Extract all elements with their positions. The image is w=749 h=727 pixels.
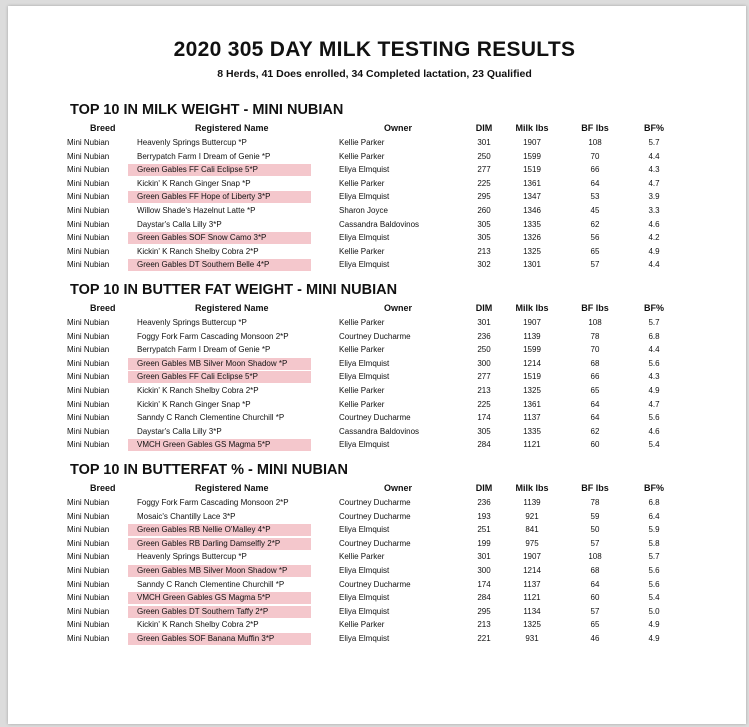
cell-milk: 1335 — [523, 219, 541, 229]
cell-breed: Mini Nubian — [67, 606, 110, 616]
cell-breed: Mini Nubian — [67, 593, 110, 603]
cell-bf-lbs: 70 — [590, 345, 600, 355]
cell-breed: Mini Nubian — [67, 552, 110, 562]
cell-dim: 284 — [477, 440, 491, 450]
cell-bf-pct: 5.9 — [648, 525, 660, 535]
cell-milk: 1346 — [523, 206, 541, 215]
table-row — [0, 439, 749, 451]
cell-name: Kickin' K Ranch Ginger Snap *P — [137, 178, 251, 188]
cell-breed: Mini Nubian — [67, 511, 110, 521]
cell-bf-pct: 4.4 — [648, 345, 660, 355]
cell-name: Green Gables FF Cali Eclipse 5*P — [137, 165, 258, 175]
cell-owner: Eliya Elmquist — [339, 440, 390, 450]
table-row — [0, 164, 749, 176]
cell-name: Green Gables SOF Banana Muffin 3*P — [137, 634, 275, 643]
cell-bf-lbs: 59 — [590, 511, 600, 521]
column-header-bf-pct: BF% — [644, 303, 664, 313]
cell-bf-lbs: 64 — [590, 413, 600, 423]
cell-milk: 1361 — [523, 178, 541, 188]
column-header-name: Registered Name — [195, 123, 269, 133]
cell-breed: Mini Nubian — [67, 138, 110, 147]
cell-owner: Kellie Parker — [339, 318, 385, 327]
cell-bf-lbs: 68 — [590, 358, 600, 368]
cell-dim: 301 — [477, 318, 491, 327]
cell-breed: Mini Nubian — [67, 246, 110, 256]
cell-milk: 1137 — [523, 579, 541, 589]
cell-bf-pct: 4.7 — [648, 178, 660, 188]
cell-bf-lbs: 64 — [590, 399, 600, 409]
column-header-milk: Milk lbs — [515, 483, 549, 493]
cell-name: Sanndy C Ranch Clementine Churchill *P — [137, 413, 285, 423]
cell-dim: 295 — [477, 192, 491, 202]
cell-bf-lbs: 60 — [590, 593, 600, 603]
cell-breed: Mini Nubian — [67, 634, 110, 643]
cell-dim: 301 — [477, 552, 491, 562]
cell-breed: Mini Nubian — [67, 525, 110, 535]
table-row — [0, 579, 749, 591]
cell-breed: Mini Nubian — [67, 440, 110, 450]
cell-dim: 213 — [477, 386, 491, 395]
column-header-bf-pct: BF% — [644, 483, 664, 493]
table-row — [0, 565, 749, 577]
cell-bf-pct: 4.9 — [648, 620, 660, 630]
cell-dim: 250 — [477, 151, 491, 161]
cell-milk: 1519 — [523, 372, 541, 382]
cell-milk: 1214 — [523, 358, 541, 368]
cell-dim: 225 — [477, 178, 491, 188]
cell-dim: 225 — [477, 399, 491, 409]
cell-milk: 1134 — [523, 606, 541, 616]
table-header — [0, 303, 749, 315]
table-row — [0, 358, 749, 370]
cell-owner: Eliya Elmquist — [339, 260, 390, 270]
cell-bf-pct: 4.4 — [648, 151, 660, 161]
column-header-bf-lbs: BF lbs — [581, 303, 609, 313]
cell-bf-pct: 5.6 — [648, 358, 660, 368]
cell-dim: 174 — [477, 413, 491, 423]
cell-bf-lbs: 68 — [590, 566, 600, 575]
cell-dim: 300 — [477, 566, 491, 575]
cell-owner: Kellie Parker — [339, 620, 385, 630]
cell-milk: 921 — [525, 511, 539, 521]
cell-bf-lbs: 65 — [590, 386, 600, 395]
cell-breed: Mini Nubian — [67, 498, 110, 507]
cell-name: Heavenly Springs Buttercup *P — [137, 552, 247, 562]
cell-milk: 1139 — [523, 498, 541, 507]
column-header-owner: Owner — [384, 303, 413, 313]
cell-owner: Kellie Parker — [339, 386, 385, 395]
cell-name: Green Gables MB Silver Moon Shadow *P — [137, 358, 288, 368]
cell-dim: 199 — [477, 538, 491, 548]
cell-dim: 300 — [477, 358, 491, 368]
cell-breed: Mini Nubian — [67, 386, 110, 395]
cell-breed: Mini Nubian — [67, 538, 110, 548]
cell-breed: Mini Nubian — [67, 192, 110, 202]
cell-bf-pct: 4.9 — [648, 246, 660, 256]
table-row — [0, 524, 749, 536]
cell-bf-lbs: 60 — [590, 440, 600, 450]
cell-bf-pct: 6.8 — [648, 331, 660, 341]
cell-bf-lbs: 57 — [590, 260, 600, 270]
table-row — [0, 331, 749, 343]
column-header-milk: Milk lbs — [515, 123, 549, 133]
cell-breed: Mini Nubian — [67, 233, 110, 243]
cell-bf-lbs: 70 — [590, 151, 600, 161]
cell-milk: 1121 — [523, 440, 541, 450]
results-section — [0, 102, 749, 273]
results-section — [0, 462, 749, 647]
cell-bf-lbs: 78 — [590, 498, 600, 507]
table-row — [0, 426, 749, 438]
cell-breed: Mini Nubian — [67, 165, 110, 175]
cell-dim: 295 — [477, 606, 491, 616]
cell-bf-lbs: 62 — [590, 426, 600, 436]
cell-name: Berrypatch Farm I Dream of Genie *P — [137, 345, 271, 355]
table-row — [0, 551, 749, 563]
cell-breed: Mini Nubian — [67, 426, 110, 436]
table-row — [0, 317, 749, 329]
cell-bf-pct: 5.6 — [648, 413, 660, 423]
cell-name: Heavenly Springs Buttercup *P — [137, 138, 247, 147]
cell-dim: 305 — [477, 219, 491, 229]
cell-dim: 277 — [477, 372, 491, 382]
cell-milk: 1326 — [523, 233, 541, 243]
cell-name: Kickin' K Ranch Ginger Snap *P — [137, 399, 251, 409]
cell-breed: Mini Nubian — [67, 345, 110, 355]
cell-owner: Eliya Elmquist — [339, 634, 390, 643]
table-header — [0, 483, 749, 495]
table-row — [0, 232, 749, 244]
cell-breed: Mini Nubian — [67, 579, 110, 589]
cell-milk: 1361 — [523, 399, 541, 409]
cell-bf-lbs: 57 — [590, 606, 600, 616]
table-row — [0, 137, 749, 149]
cell-owner: Cassandra Baldovinos — [339, 219, 420, 229]
cell-bf-lbs: 108 — [588, 552, 602, 562]
cell-bf-lbs: 64 — [590, 579, 600, 589]
cell-breed: Mini Nubian — [67, 331, 110, 341]
cell-owner: Eliya Elmquist — [339, 566, 390, 575]
cell-milk: 975 — [525, 538, 539, 548]
cell-owner: Kellie Parker — [339, 138, 385, 147]
column-header-breed: Breed — [90, 123, 116, 133]
cell-dim: 305 — [477, 233, 491, 243]
cell-milk: 1907 — [523, 138, 541, 147]
cell-name: Kickin' K Ranch Shelby Cobra 2*P — [137, 620, 259, 630]
table-row — [0, 412, 749, 424]
cell-bf-pct: 4.9 — [648, 634, 660, 643]
cell-bf-pct: 4.3 — [648, 372, 660, 382]
cell-milk: 931 — [525, 634, 539, 643]
cell-name: Willow Shade's Hazelnut Latte *P — [137, 206, 256, 215]
cell-owner: Kellie Parker — [339, 178, 385, 188]
cell-owner: Eliya Elmquist — [339, 358, 390, 368]
cell-bf-lbs: 66 — [590, 165, 600, 175]
cell-owner: Sharon Joyce — [339, 206, 388, 215]
cell-owner: Courtney Ducharme — [339, 498, 411, 507]
cell-breed: Mini Nubian — [67, 178, 110, 188]
cell-breed: Mini Nubian — [67, 219, 110, 229]
cell-owner: Courtney Ducharme — [339, 331, 411, 341]
cell-bf-pct: 3.9 — [648, 192, 660, 202]
table-row — [0, 371, 749, 383]
cell-owner: Courtney Ducharme — [339, 579, 411, 589]
table-row — [0, 633, 749, 645]
table-row — [0, 592, 749, 604]
cell-dim: 213 — [477, 246, 491, 256]
cell-breed: Mini Nubian — [67, 620, 110, 630]
cell-owner: Courtney Ducharme — [339, 413, 411, 423]
cell-bf-pct: 6.4 — [648, 511, 660, 521]
cell-breed: Mini Nubian — [67, 358, 110, 368]
cell-owner: Kellie Parker — [339, 151, 385, 161]
cell-owner: Eliya Elmquist — [339, 165, 390, 175]
cell-bf-pct: 5.0 — [648, 606, 660, 616]
cell-milk: 1139 — [523, 331, 541, 341]
cell-owner: Eliya Elmquist — [339, 192, 390, 202]
cell-breed: Mini Nubian — [67, 413, 110, 423]
column-header-owner: Owner — [384, 483, 413, 493]
table-row — [0, 246, 749, 258]
column-header-name: Registered Name — [195, 483, 269, 493]
table-row — [0, 219, 749, 231]
cell-name: Daystar's Calla Lilly 3*P — [137, 426, 222, 436]
cell-bf-pct: 4.9 — [648, 386, 660, 395]
cell-bf-pct: 4.3 — [648, 165, 660, 175]
cell-name: Foggy Fork Farm Cascading Monsoon 2*P — [137, 498, 289, 507]
cell-bf-pct: 4.6 — [648, 426, 660, 436]
section-title: TOP 10 IN BUTTERFAT % - MINI NUBIAN — [70, 462, 348, 478]
cell-name: VMCH Green Gables GS Magma 5*P — [137, 440, 271, 450]
cell-milk: 1599 — [523, 151, 541, 161]
column-header-name: Registered Name — [195, 303, 269, 313]
cell-bf-lbs: 62 — [590, 219, 600, 229]
cell-dim: 301 — [477, 138, 491, 147]
cell-dim: 284 — [477, 593, 491, 603]
cell-dim: 305 — [477, 426, 491, 436]
cell-owner: Kellie Parker — [339, 399, 385, 409]
cell-bf-pct: 5.7 — [648, 138, 660, 147]
cell-breed: Mini Nubian — [67, 151, 110, 161]
cell-owner: Eliya Elmquist — [339, 606, 390, 616]
cell-name: Green Gables RB Nellie O'Malley 4*P — [137, 525, 271, 535]
cell-bf-pct: 5.7 — [648, 318, 660, 327]
cell-bf-lbs: 56 — [590, 233, 600, 243]
cell-milk: 1335 — [523, 426, 541, 436]
cell-milk: 1907 — [523, 552, 541, 562]
column-header-bf-pct: BF% — [644, 123, 664, 133]
cell-name: Heavenly Springs Buttercup *P — [137, 318, 247, 327]
cell-name: Foggy Fork Farm Cascading Monsoon 2*P — [137, 331, 289, 341]
cell-bf-pct: 6.8 — [648, 498, 660, 507]
cell-milk: 1325 — [523, 246, 541, 256]
cell-name: Berrypatch Farm I Dream of Genie *P — [137, 151, 271, 161]
cell-owner: Eliya Elmquist — [339, 372, 390, 382]
cell-milk: 1347 — [523, 192, 541, 202]
cell-milk: 1301 — [523, 260, 541, 270]
table-row — [0, 497, 749, 509]
cell-name: Green Gables DT Southern Belle 4*P — [137, 260, 270, 270]
cell-owner: Eliya Elmquist — [339, 593, 390, 603]
cell-owner: Courtney Ducharme — [339, 538, 411, 548]
cell-milk: 1907 — [523, 318, 541, 327]
cell-bf-pct: 5.6 — [648, 566, 660, 575]
cell-bf-pct: 4.6 — [648, 219, 660, 229]
cell-owner: Kellie Parker — [339, 246, 385, 256]
column-header-breed: Breed — [90, 483, 116, 493]
table-header — [0, 123, 749, 135]
cell-name: Kickin' K Ranch Shelby Cobra 2*P — [137, 246, 259, 256]
cell-milk: 1214 — [523, 566, 541, 575]
cell-breed: Mini Nubian — [67, 260, 110, 270]
table-row — [0, 205, 749, 217]
cell-bf-pct: 4.4 — [648, 260, 660, 270]
table-row — [0, 191, 749, 203]
results-section — [0, 282, 749, 453]
cell-breed: Mini Nubian — [67, 318, 110, 327]
cell-bf-lbs: 64 — [590, 178, 600, 188]
cell-dim: 174 — [477, 579, 491, 589]
table-row — [0, 385, 749, 397]
cell-name: Green Gables MB Silver Moon Shadow *P — [137, 566, 288, 575]
cell-breed: Mini Nubian — [67, 566, 110, 575]
cell-name: Daystar's Calla Lilly 3*P — [137, 219, 222, 229]
cell-breed: Mini Nubian — [67, 399, 110, 409]
cell-dim: 251 — [477, 525, 491, 535]
table-row — [0, 344, 749, 356]
cell-bf-lbs: 66 — [590, 372, 600, 382]
cell-milk: 1519 — [523, 165, 541, 175]
section-title: TOP 10 IN MILK WEIGHT - MINI NUBIAN — [70, 102, 344, 118]
cell-bf-pct: 5.8 — [648, 538, 660, 548]
cell-dim: 236 — [477, 498, 491, 507]
cell-owner: Cassandra Baldovinos — [339, 426, 420, 436]
column-header-breed: Breed — [90, 303, 116, 313]
cell-dim: 277 — [477, 165, 491, 175]
table-row — [0, 178, 749, 190]
table-row — [0, 538, 749, 550]
cell-dim: 236 — [477, 331, 491, 341]
column-header-bf-lbs: BF lbs — [581, 123, 609, 133]
cell-bf-lbs: 45 — [590, 206, 600, 215]
cell-dim: 213 — [477, 620, 491, 630]
cell-bf-pct: 5.6 — [648, 579, 660, 589]
cell-milk: 1137 — [523, 413, 541, 423]
cell-breed: Mini Nubian — [67, 372, 110, 382]
cell-bf-lbs: 78 — [590, 331, 600, 341]
cell-name: Kickin' K Ranch Shelby Cobra 2*P — [137, 386, 259, 395]
table-row — [0, 151, 749, 163]
cell-bf-pct: 4.7 — [648, 399, 660, 409]
cell-bf-pct: 5.7 — [648, 552, 660, 562]
cell-dim: 193 — [477, 511, 491, 521]
cell-name: Sanndy C Ranch Clementine Churchill *P — [137, 579, 285, 589]
cell-dim: 250 — [477, 345, 491, 355]
column-header-bf-lbs: BF lbs — [581, 483, 609, 493]
cell-bf-lbs: 108 — [588, 318, 602, 327]
cell-name: Green Gables RB Darling Damselfly 2*P — [137, 538, 281, 548]
cell-milk: 841 — [525, 525, 539, 535]
cell-milk: 1325 — [523, 386, 541, 395]
cell-bf-pct: 4.2 — [648, 233, 660, 243]
table-row — [0, 606, 749, 618]
column-header-dim: DIM — [475, 303, 493, 313]
cell-name: Green Gables FF Hope of Liberty 3*P — [137, 192, 271, 202]
cell-bf-lbs: 46 — [590, 634, 600, 643]
cell-bf-lbs: 57 — [590, 538, 600, 548]
cell-owner: Kellie Parker — [339, 552, 385, 562]
table-row — [0, 619, 749, 631]
cell-bf-pct: 3.3 — [648, 206, 660, 215]
cell-bf-lbs: 65 — [590, 620, 600, 630]
cell-dim: 260 — [477, 206, 491, 215]
cell-milk: 1599 — [523, 345, 541, 355]
cell-owner: Eliya Elmquist — [339, 525, 390, 535]
cell-bf-lbs: 50 — [590, 525, 600, 535]
cell-dim: 302 — [477, 260, 491, 270]
cell-dim: 221 — [477, 634, 491, 643]
cell-bf-lbs: 65 — [590, 246, 600, 256]
cell-owner: Eliya Elmquist — [339, 233, 390, 243]
cell-name: Green Gables SOF Snow Camo 3*P — [137, 233, 267, 243]
cell-bf-pct: 5.4 — [648, 593, 660, 603]
cell-name: Green Gables FF Cali Eclipse 5*P — [137, 372, 258, 382]
column-header-dim: DIM — [475, 123, 493, 133]
cell-bf-lbs: 108 — [588, 138, 602, 147]
cell-bf-pct: 5.4 — [648, 440, 660, 450]
column-header-dim: DIM — [475, 483, 493, 493]
document-title: 2020 305 DAY MILK TESTING RESULTS — [173, 38, 576, 61]
table-row — [0, 511, 749, 523]
document-subtitle: 8 Herds, 41 Does enrolled, 34 Completed lactation, 23 Qualified — [217, 68, 532, 80]
table-row — [0, 399, 749, 411]
table-row — [0, 259, 749, 271]
cell-milk: 1325 — [523, 620, 541, 630]
cell-bf-lbs: 53 — [590, 192, 600, 202]
cell-breed: Mini Nubian — [67, 206, 110, 215]
cell-owner: Courtney Ducharme — [339, 511, 411, 521]
section-title: TOP 10 IN BUTTER FAT WEIGHT - MINI NUBIAN — [70, 282, 398, 298]
cell-milk: 1121 — [523, 593, 541, 603]
cell-name: Mosaic's Chantilly Lace 3*P — [137, 511, 236, 521]
column-header-milk: Milk lbs — [515, 303, 549, 313]
cell-name: Green Gables DT Southern Taffy 2*P — [137, 606, 269, 616]
column-header-owner: Owner — [384, 123, 413, 133]
cell-owner: Kellie Parker — [339, 345, 385, 355]
cell-name: VMCH Green Gables GS Magma 5*P — [137, 593, 271, 603]
